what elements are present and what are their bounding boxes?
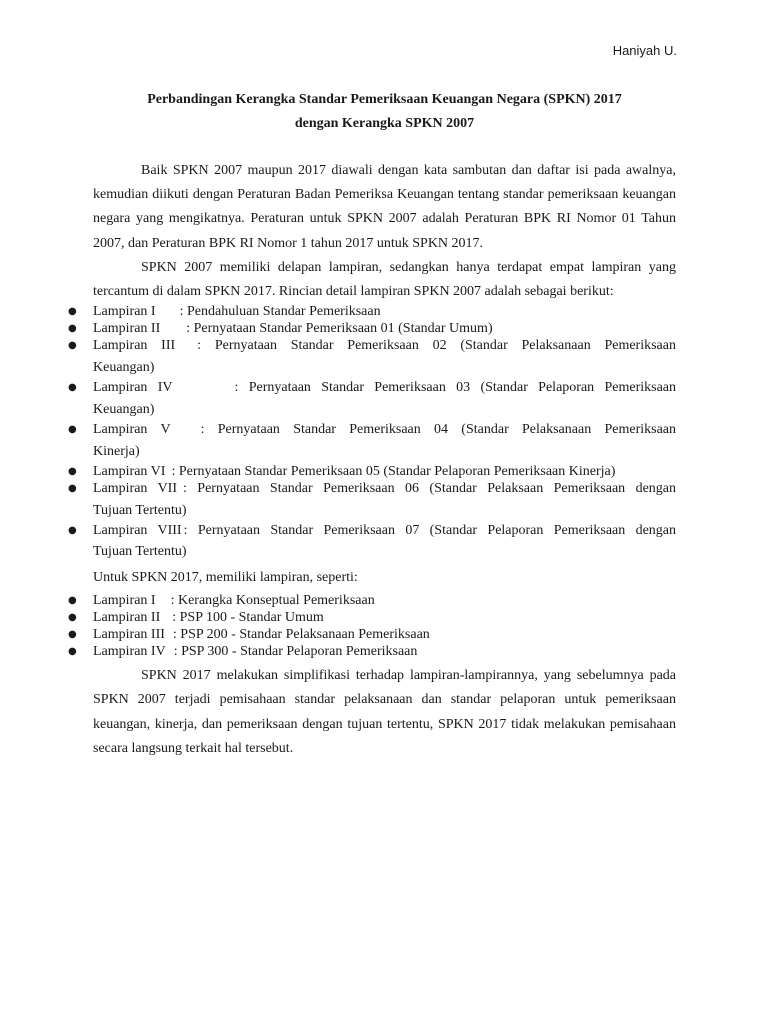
title-line-2: dengan Kerangka SPKN 2007 bbox=[294, 116, 475, 131]
list-item bbox=[68, 304, 676, 321]
item-continuation: Tujuan Tertentu) bbox=[93, 544, 187, 560]
list-attachments-2007 bbox=[68, 304, 677, 564]
list-item bbox=[68, 593, 676, 610]
item-continuation: Tujuan Tertentu) bbox=[93, 502, 187, 518]
bullet-icon: ● bbox=[68, 381, 77, 393]
bullet-icon: ● bbox=[68, 524, 77, 536]
item-label: Lampiran I bbox=[93, 304, 156, 320]
item-text: : Pernyataan Standar Pemeriksaan 01 (Standar Umum) bbox=[186, 321, 493, 337]
bullet-icon: ● bbox=[68, 629, 77, 641]
item-text: : Pernyataan Standar Pemeriksaan 02 (Standar Pelaksanaan Pemeriksaan bbox=[197, 338, 676, 354]
list-item bbox=[68, 627, 676, 644]
item-label: Lampiran IV bbox=[93, 644, 166, 660]
list-item bbox=[68, 379, 676, 422]
item-label: Lampiran V bbox=[93, 421, 171, 437]
bullet-icon: ● bbox=[68, 306, 77, 318]
list-item bbox=[68, 644, 676, 661]
document-body bbox=[68, 159, 677, 761]
list-item bbox=[68, 522, 677, 565]
bullet-icon: ● bbox=[68, 323, 77, 335]
item-text: : Pernyataan Standar Pemeriksaan 03 (Standar Pelaporan Pemeriksaan bbox=[234, 379, 676, 395]
bullet-icon: ● bbox=[68, 646, 77, 658]
title-line-1: Perbandingan Kerangka Standar Pemeriksaan Keuangan Negara (SPKN) 2017 bbox=[147, 92, 622, 107]
item-text: : PSP 200 - Standar Pelaksanaan Pemeriksaan bbox=[172, 627, 430, 643]
item-text: : PSP 300 - Standar Pelaporan Pemeriksaan bbox=[173, 644, 418, 660]
item-text: : Pernyataan Standar Pemeriksaan 06 (Standar Pelaksaan Pemeriksaan dengan bbox=[183, 480, 676, 496]
item-text: : Pernyataan Standar Pemeriksaan 07 (Standar Pelaporan Pemeriksaan dengan bbox=[183, 522, 677, 538]
author-name: Haniyah U. bbox=[612, 43, 677, 58]
bullet-icon: ● bbox=[68, 482, 77, 494]
item-label: Lampiran II bbox=[93, 610, 161, 626]
list-item bbox=[68, 480, 676, 523]
bullet-icon: ● bbox=[68, 423, 77, 435]
list-attachments-2017 bbox=[68, 593, 676, 661]
list-item bbox=[68, 463, 676, 481]
paragraph-attachments-2017: Untuk SPKN 2017, memiliki lampiran, seperti: bbox=[93, 570, 358, 586]
bullet-icon: ● bbox=[68, 465, 77, 477]
item-label: Lampiran I bbox=[93, 593, 156, 609]
paragraph-attachments-2007: SPKN 2007 memiliki delapan lampiran, sedangkan hanya terdapat empat lampiran yang tercantum di dalam SPKN 2017. Rincian detail lampiran SPKN 2007 adalah sebagai berikut: bbox=[93, 259, 676, 300]
document-title bbox=[93, 88, 676, 136]
item-label: Lampiran III bbox=[93, 627, 165, 643]
item-continuation: Kinerja) bbox=[93, 443, 140, 459]
item-label: Lampiran VI bbox=[93, 463, 166, 479]
paragraph-conclusion: SPKN 2017 melakukan simplifikasi terhadap lampiran-lampirannya, yang sebelumnya pada SPKN 2007 terjadi pemisahaan standar pelaksanaan dan standar pelaporan untuk pemeriksaan keuangan, kinerja, dan pemeriksaan dengan tujuan tertentu, SPKN 2017 tidak melakukan pemisahaan secara langsung terkait hal tersebut. bbox=[93, 668, 676, 756]
item-continuation: Keuangan) bbox=[93, 359, 155, 375]
list-item bbox=[68, 338, 676, 380]
paragraph-intro: Baik SPKN 2007 maupun 2017 diawali dengan kata sambutan dan daftar isi pada awalnya, kemudian diikuti dengan Peraturan Badan Pemeriksa Keuangan tentang standar pemeriksaan keuangan negara yang mengikatnya. Peraturan untuk SPKN 2007 adalah Peraturan BPK RI Nomor 01 Tahun 2007, dan Peraturan BPK RI Nomor 1 tahun 2017 untuk SPKN 2017. bbox=[93, 163, 676, 251]
item-label: Lampiran VIII bbox=[93, 522, 182, 538]
bullet-icon: ● bbox=[68, 595, 77, 607]
item-label: Lampiran VII bbox=[93, 480, 178, 496]
item-text: : Pernyataan Standar Pemeriksaan 04 (Standar Pelaksanaan Pemeriksaan bbox=[200, 421, 676, 437]
item-text: : Pernyataan Standar Pemeriksaan 05 (Standar Pelaporan Pemeriksaan Kinerja) bbox=[171, 463, 616, 479]
item-label: Lampiran II bbox=[93, 321, 161, 337]
list-item bbox=[68, 421, 676, 464]
bullet-icon: ● bbox=[68, 340, 77, 352]
item-label: Lampiran IV bbox=[93, 379, 173, 395]
item-label: Lampiran III bbox=[93, 338, 176, 354]
list-item bbox=[68, 610, 676, 627]
bullet-icon: ● bbox=[68, 612, 77, 624]
list-item bbox=[68, 321, 676, 338]
item-text: : PSP 100 - Standar Umum bbox=[172, 610, 324, 626]
item-text: : Kerangka Konseptual Pemeriksaan bbox=[170, 593, 375, 609]
item-continuation: Keuangan) bbox=[93, 401, 155, 417]
item-text: : Pendahuluan Standar Pemeriksaan bbox=[179, 304, 381, 320]
